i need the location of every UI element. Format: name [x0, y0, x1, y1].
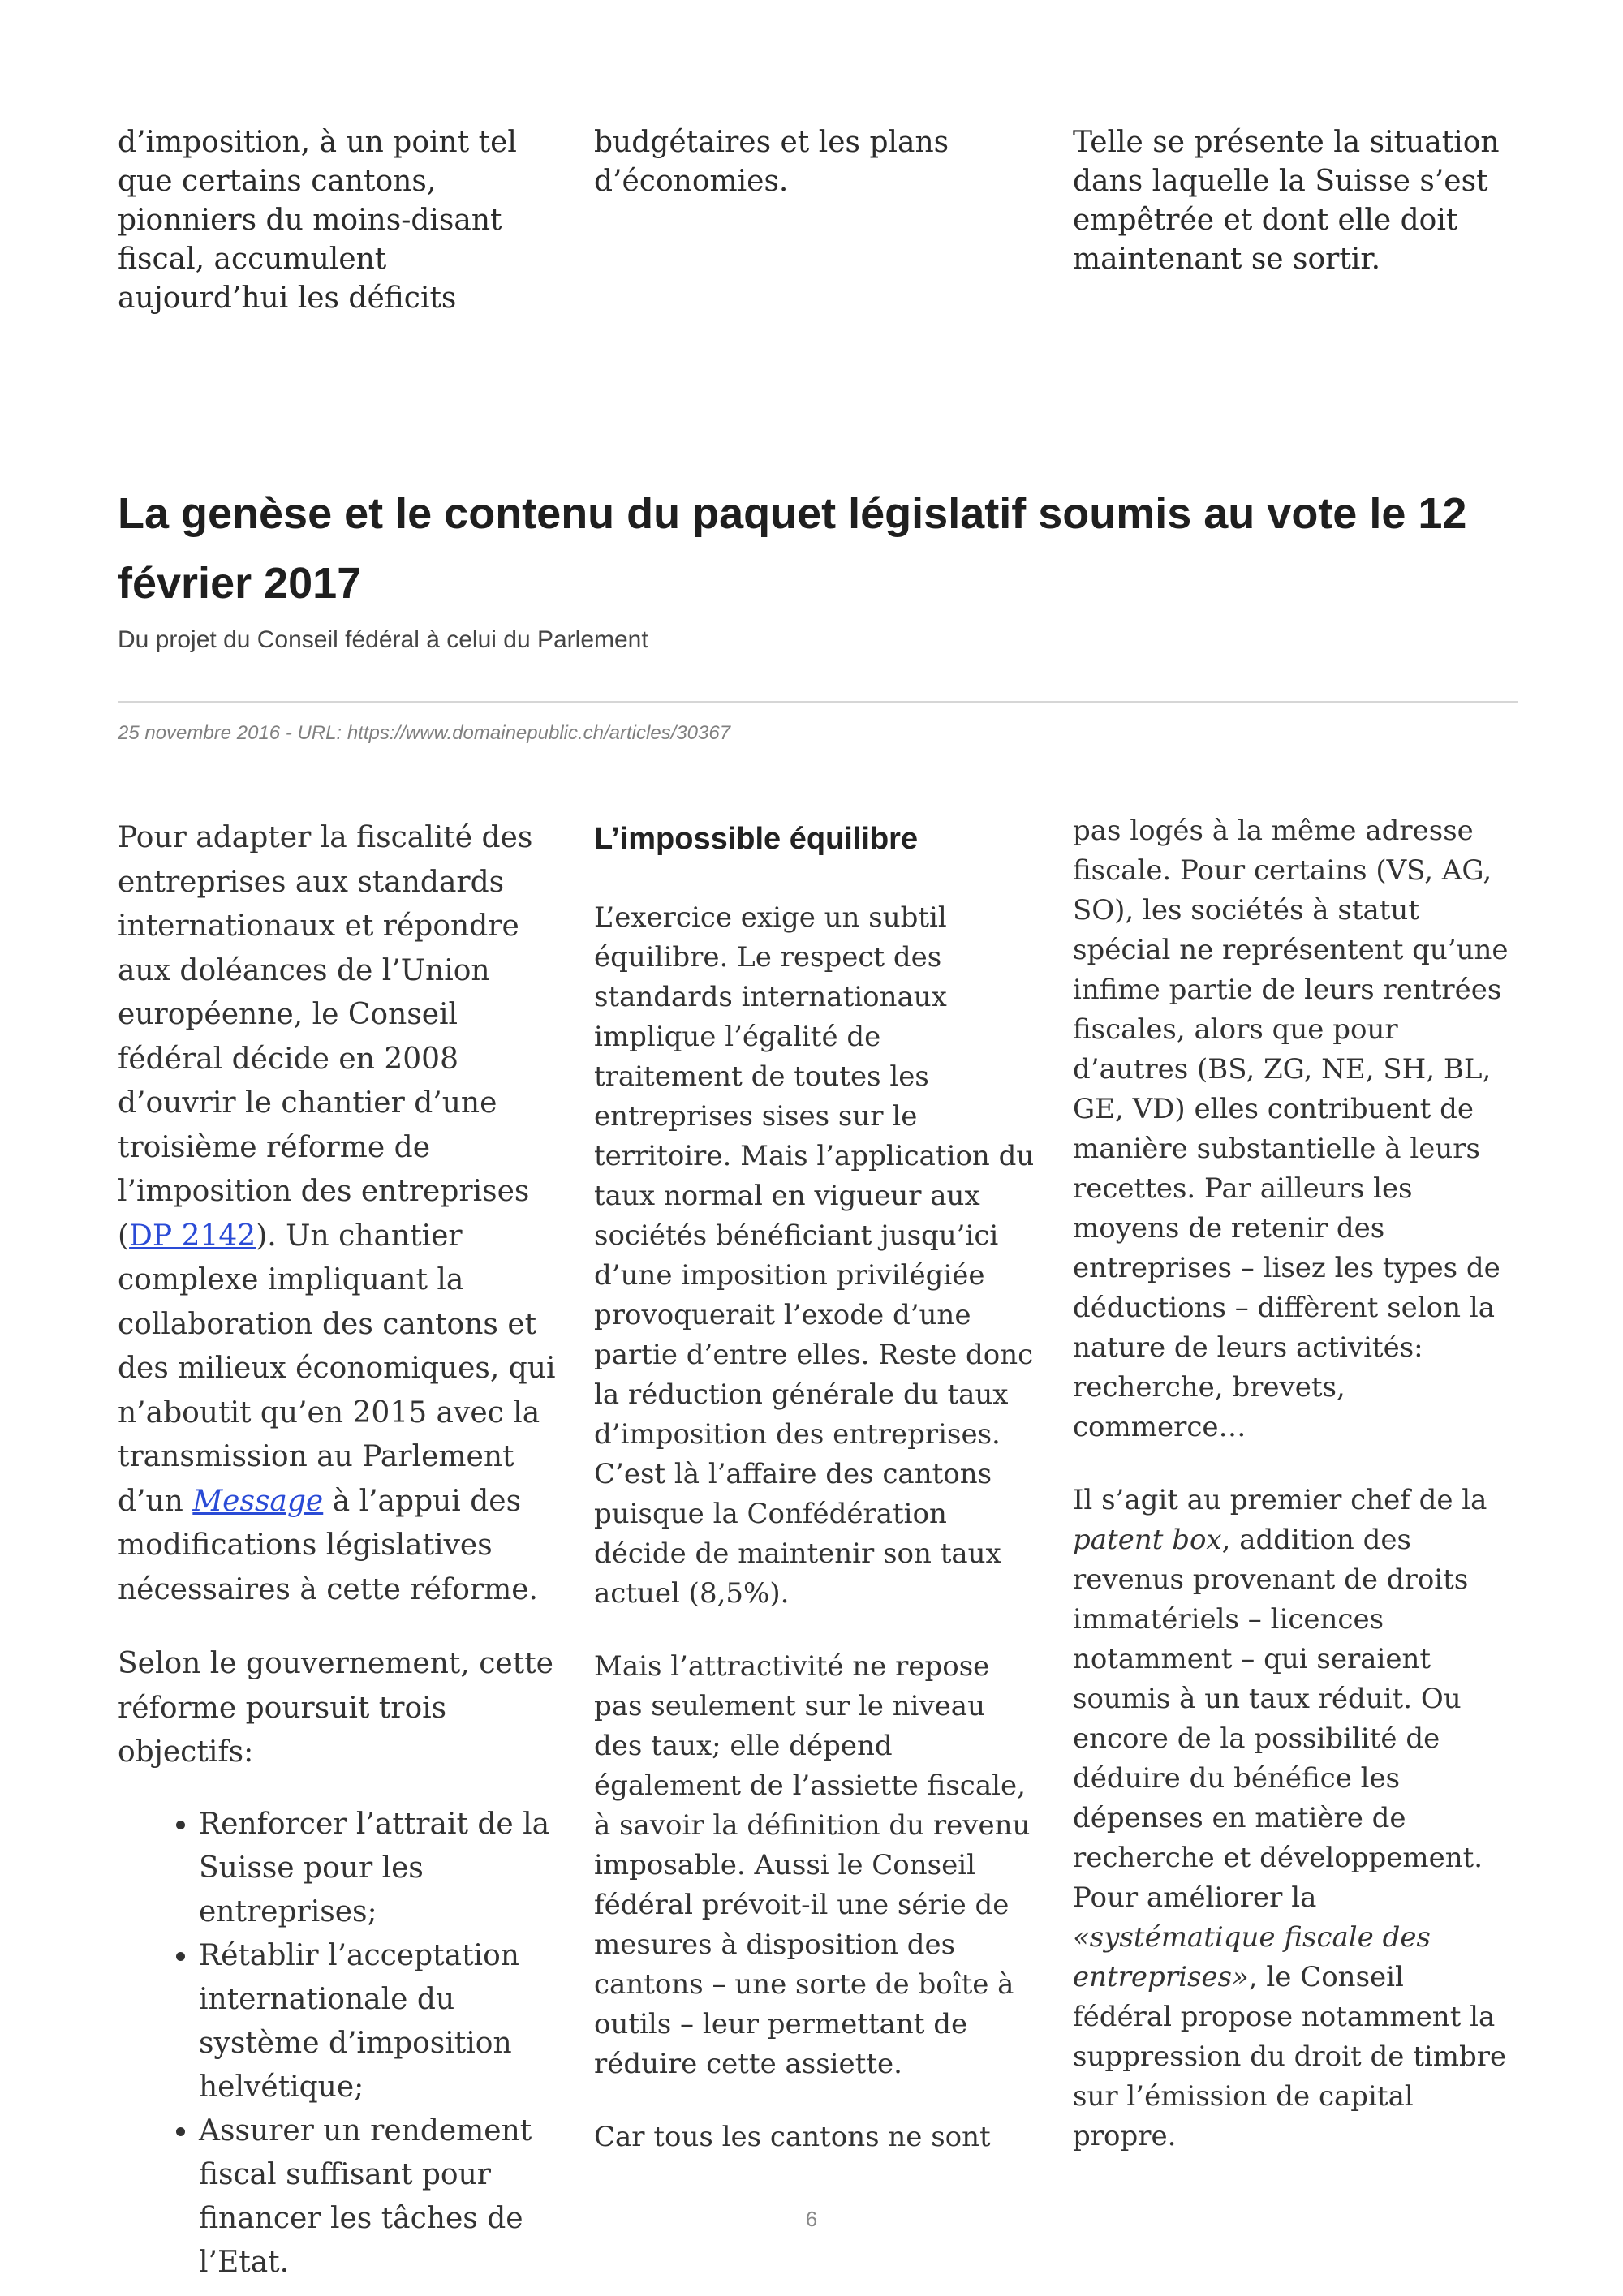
col3-p2-text-c: , le Conseil fédéral propose notamment la suppression du droit de timbre sur l’émission de capital propre.	[1073, 1961, 1507, 2152]
article-title: La genèse et le contenu du paquet législatif soumis au vote le 12 février 2017	[118, 489, 1467, 608]
col3-p2-text-a: Il s’agit au premier chef de la	[1073, 1484, 1487, 1516]
top-col1	[118, 123, 560, 318]
header-divider	[118, 701, 1518, 703]
col1-p1-text-b: ). Un chantier complexe impliquant la collaboration des cantons et des milieux économiques, qui n’aboutit qu’en 2015 avec la transmission au Parlement d’un	[118, 1219, 556, 1518]
col1-p1-text-a: Pour adapter la fiscalité des entreprises aux standards internationaux et répondre aux doléances de l’Union européenne, le Conseil fédéral décide en 2008 d’ouvrir le chantier d’une troisième réforme de l’imposition des entreprises (	[118, 821, 533, 1253]
col2-paragraph-3: Car tous les cantons ne sont	[594, 2121, 991, 2153]
top-col3	[1073, 123, 1503, 279]
col3-p2-text-b: , addition des revenus provenant de droits immatériels – licences notamment – qui seraient soumis à un taux réduit. Ou encore de la possibilité de déduire du bénéfice les dépenses en matière de recherche et développement. Pour améliorer la	[1073, 1524, 1483, 1914]
systematique-quote: «systématique fiscale des entreprises»	[1073, 1921, 1431, 1993]
list-item: • Assurer un rendement fiscal suffisant pour financer les tâches de l’Etat.	[199, 2109, 560, 2285]
message-link[interactable]: Message	[192, 1484, 324, 1518]
body-col2	[594, 818, 1036, 2157]
top-col1-text: d’imposition, à un point tel que certains cantons, pionniers du moins-disant fiscal, accumulent aujourd’hui les déficits	[118, 126, 517, 315]
col1-p1-text-c: à l’appui des modifications législatives nécessaires à cette réforme.	[118, 1484, 538, 1606]
col3-paragraph-2	[1073, 1481, 1511, 2156]
article-meta: 25 novembre 2016 - URL: https://www.domainepublic.ch/articles/30367	[118, 722, 731, 744]
section-heading: L’impossible équilibre	[594, 822, 919, 856]
body-col1	[118, 816, 560, 2285]
top-col2	[594, 123, 1036, 201]
col1-paragraph-2: Selon le gouvernement, cette réforme poursuit trois objectifs:	[118, 1647, 553, 1769]
top-col3-text: Telle se présente la situation dans laquelle la Suisse s’est empêtrée et dont elle doit maintenant se sortir.	[1073, 126, 1500, 276]
patent-box-term: patent box	[1073, 1524, 1222, 1556]
top-col2-text: budgétaires et les plans d’économies.	[594, 126, 949, 198]
col2-paragraph-1: L’exercice exige un subtil équilibre. Le respect des standards internationaux implique l’égalité de traitement de toutes les entreprises sises sur le territoire. Mais l’application du taux normal en vigueur aux sociétés bénéficiant jusqu’ici d’une imposition privilégiée provoquerait l’exode d’une partie d’entre elles. Reste donc la réduction générale du taux d’imposition des entreprises. C’est là l’affaire des cantons puisque la Confédération décide de maintenir son taux actuel (8,5%).	[594, 901, 1035, 1610]
dp-2142-link[interactable]: DP 2142	[129, 1219, 256, 1253]
body-col3	[1073, 811, 1511, 2156]
page-number: 6	[805, 2207, 818, 2231]
list-item: • Renforcer l’attrait de la Suisse pour les entreprises;	[199, 1803, 560, 1934]
col2-paragraph-2: Mais l’attractivité ne repose pas seulement sur le niveau des taux; elle dépend également de l’assiette fiscale, à savoir la définition du revenu imposable. Aussi le Conseil fédéral prévoit-il une série de mesures à disposition des cantons – une sorte de boîte à outils – leur permettant de réduire cette assiette.	[594, 1650, 1031, 2080]
list-item: • Rétablir l’acceptation internationale du système d’imposition helvétique;	[199, 1934, 560, 2109]
article-subtitle: Du projet du Conseil fédéral à celui du Parlement	[118, 626, 648, 653]
col3-paragraph-1: pas logés à la même adresse fiscale. Pour certains (VS, AG, SO), les sociétés à statut spécial ne représentent qu’une infime partie de leurs rentrées fiscales, alors que pour d’autres (BS, ZG, NE, SH, BL, GE, VD) elles contribuent de manière substantielle à leurs recettes. Par ailleurs les moyens de retenir des entreprises – lisez les types de déductions – diffèrent selon la nature de leurs activités: recherche, brevets, commerce…	[1073, 815, 1509, 1443]
col1-paragraph-1	[118, 816, 560, 1612]
